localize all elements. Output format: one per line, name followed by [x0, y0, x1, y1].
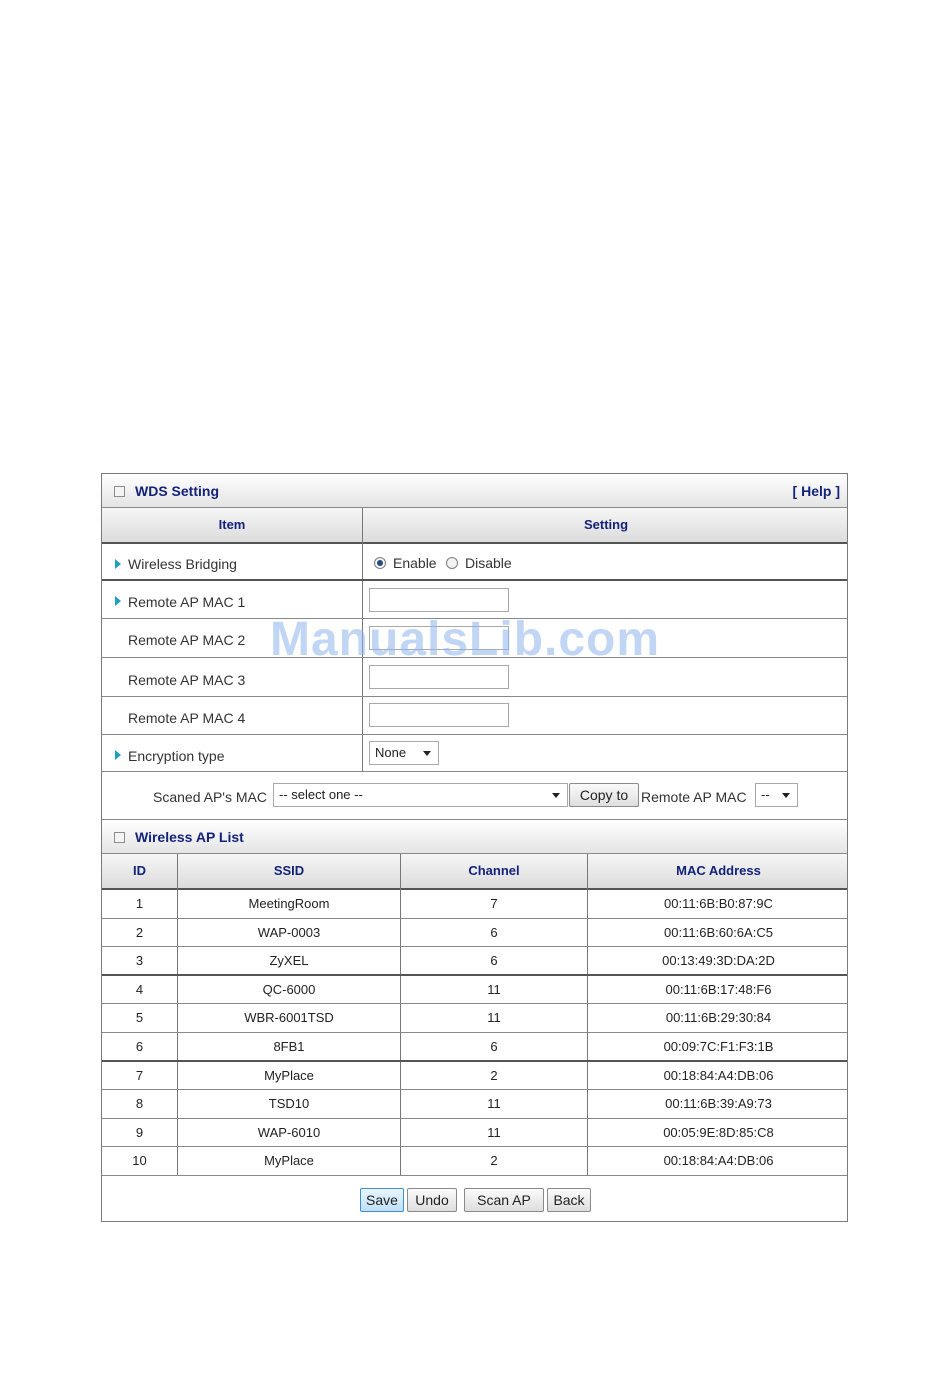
encryption-select[interactable] [369, 741, 439, 765]
remote-mac-4-label: Remote AP MAC 4 [128, 710, 246, 726]
remote-ap-mac-value: -- [761, 787, 770, 802]
disable-label: Disable [465, 555, 512, 571]
wds-setting-panel [101, 473, 848, 1222]
wds-setting-header [102, 474, 847, 508]
arrow-icon [115, 750, 121, 760]
arrow-icon [115, 559, 121, 569]
row-encryption-type [102, 735, 847, 772]
row-mac-address: 00:09:7C:F1:F3:1B [663, 1039, 774, 1054]
encryption-value: None [375, 745, 407, 760]
chevron-down-icon [782, 793, 790, 798]
undo-button[interactable]: Undo [407, 1188, 457, 1212]
row-id: 4 [135, 981, 144, 997]
help-link[interactable]: [ Help ] [792, 483, 840, 499]
row-remote-mac-4 [102, 697, 847, 735]
disable-radio[interactable] [446, 557, 458, 569]
section-square-icon [114, 486, 125, 497]
scanned-mac-label: Scaned AP's MAC [153, 789, 267, 805]
arrow-icon [115, 596, 121, 606]
row-id: 3 [135, 953, 144, 969]
row-id: 7 [135, 1067, 144, 1083]
table-row [102, 1004, 847, 1033]
row-mac-address: 00:05:9E:8D:85:C8 [663, 1124, 774, 1140]
chevron-down-icon [423, 751, 431, 756]
row-id: 5 [135, 1010, 144, 1026]
remote-ap-mac-select[interactable] [755, 783, 798, 807]
row-channel: 2 [490, 1067, 498, 1083]
watermark: ManualsLib.com [270, 613, 661, 666]
table-row [102, 1147, 847, 1176]
row-mac-address: 00:11:6B:B0:87:9C [664, 896, 773, 911]
row-id: 2 [135, 924, 144, 940]
remote-mac-1-label: Remote AP MAC 1 [128, 594, 246, 610]
scanned-mac-select[interactable] [273, 783, 568, 807]
ap-list-title: Wireless AP List [135, 829, 244, 845]
remote-mac-3-input[interactable] [369, 665, 509, 689]
row-channel: 11 [487, 1124, 501, 1140]
row-mac-address: 00:11:6B:60:6A:C5 [664, 924, 773, 940]
row-ssid: MyPlace [264, 1153, 314, 1169]
row-wireless-bridging [102, 544, 847, 581]
section-square-icon [114, 832, 125, 843]
row-mac-address: 00:18:84:A4:DB:06 [663, 1067, 774, 1083]
row-channel: 6 [490, 924, 498, 940]
scan-ap-button[interactable]: Scan AP [464, 1188, 544, 1212]
enable-radio[interactable] [374, 557, 386, 569]
row-ssid: WAP-6010 [257, 1124, 321, 1140]
col-item: Item [218, 517, 246, 532]
row-mac-address: 00:18:84:A4:DB:06 [663, 1153, 774, 1169]
row-ssid: ZyXEL [269, 953, 309, 969]
row-ssid: 8FB1 [273, 1039, 305, 1054]
remote-mac-1-input[interactable] [369, 588, 509, 612]
copy-to-button[interactable]: Copy to [569, 783, 639, 807]
ap-list-header [102, 820, 847, 854]
table-row [102, 1119, 847, 1148]
enable-label: Enable [393, 555, 437, 571]
settings-table-header [102, 508, 847, 544]
table-row [102, 1033, 847, 1062]
row-ssid: MyPlace [264, 1067, 314, 1083]
col-mac-address: MAC Address [676, 863, 761, 878]
scanned-mac-value: -- select one -- [279, 787, 363, 802]
encryption-type-label: Encryption type [128, 748, 225, 764]
row-id: 10 [132, 1153, 147, 1169]
row-mac-address: 00:11:6B:39:A9:73 [665, 1096, 772, 1112]
row-ssid: QC-6000 [262, 981, 316, 997]
row-mac-address: 00:13:49:3D:DA:2D [662, 953, 775, 969]
table-row [102, 976, 847, 1005]
col-channel: Channel [468, 863, 520, 878]
col-setting: Setting [583, 517, 629, 532]
back-button[interactable]: Back [547, 1188, 591, 1212]
row-mac-address: 00:11:6B:17:48:F6 [665, 981, 772, 997]
row-channel: 11 [487, 1096, 501, 1112]
remote-mac-4-input[interactable] [369, 703, 509, 727]
row-ssid: MeetingRoom [248, 896, 330, 911]
row-id: 8 [135, 1096, 144, 1112]
row-ssid: WBR-6001TSD [244, 1010, 334, 1026]
remote-mac-2-label: Remote AP MAC 2 [128, 632, 246, 648]
row-scanned-ap [102, 772, 847, 820]
row-channel: 11 [487, 1010, 501, 1026]
row-id: 1 [135, 896, 144, 911]
row-id: 6 [135, 1039, 144, 1054]
col-id: ID [133, 863, 146, 878]
row-channel: 7 [490, 896, 498, 911]
table-row [102, 947, 847, 976]
row-id: 9 [135, 1124, 144, 1140]
wds-setting-title: WDS Setting [135, 483, 219, 499]
save-button[interactable]: Save [360, 1188, 404, 1212]
remote-mac-3-label: Remote AP MAC 3 [128, 672, 246, 688]
table-row [102, 919, 847, 948]
col-ssid: SSID [273, 863, 305, 878]
row-ssid: WAP-0003 [257, 924, 321, 940]
row-channel: 6 [490, 953, 498, 969]
table-row [102, 1090, 847, 1119]
table-row [102, 1062, 847, 1091]
chevron-down-icon [552, 793, 560, 798]
row-ssid: TSD10 [268, 1096, 310, 1112]
row-channel: 11 [487, 981, 501, 997]
row-channel: 6 [490, 1039, 498, 1054]
row-mac-address: 00:11:6B:29:30:84 [665, 1010, 772, 1026]
wireless-bridging-label: Wireless Bridging [128, 556, 237, 572]
row-channel: 2 [490, 1153, 498, 1169]
remote-ap-mac-label: Remote AP MAC [641, 789, 747, 805]
table-row [102, 890, 847, 919]
ap-list-table-header [102, 854, 847, 890]
